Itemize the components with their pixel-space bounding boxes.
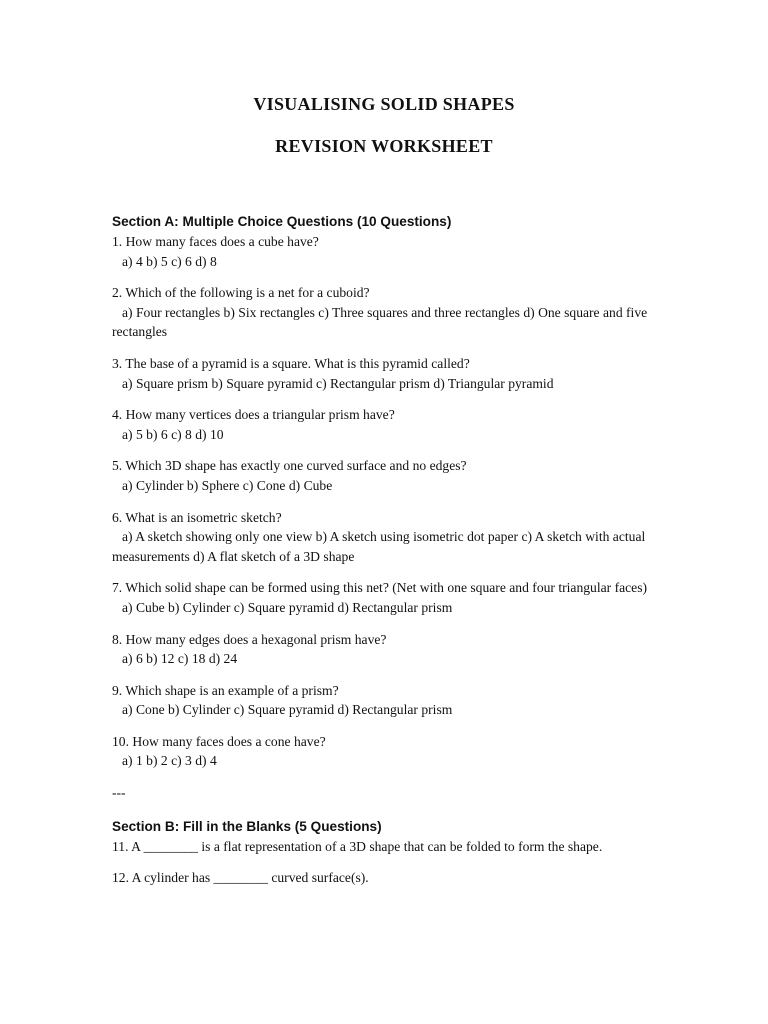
section-b	[112, 817, 660, 888]
question-text: 4. How many vertices does a triangular prism have?	[112, 407, 395, 423]
question-3	[112, 354, 660, 393]
question-text: 11. A ________ is a flat representation of a 3D shape that can be folded to form the shape.	[112, 838, 603, 854]
question-options: a) A sketch showing only one view b) A sketch using isometric dot paper c) A sketch with actual measurements d) A flat sketch of a 3D shape	[112, 529, 646, 564]
question-5	[112, 456, 660, 495]
question-text: 8. How many edges does a hexagonal prism have?	[112, 631, 387, 647]
section-a-heading: Section A: Multiple Choice Questions (10 Questions)	[112, 214, 452, 229]
question-options: a) Cone b) Cylinder c) Square pyramid d) Rectangular prism	[122, 702, 453, 718]
worksheet-content	[112, 212, 660, 900]
worksheet-subtitle: REVISION WORKSHEET	[275, 136, 493, 156]
question-8	[112, 630, 660, 669]
question-options: a) 1 b) 2 c) 3 d) 4	[122, 753, 217, 769]
question-options: a) 5 b) 6 c) 8 d) 10	[122, 426, 224, 442]
question-7	[112, 578, 660, 617]
question-options: a) 4 b) 5 c) 6 d) 8	[122, 253, 217, 269]
question-4	[112, 405, 660, 444]
question-text: 5. Which 3D shape has exactly one curved surface and no edges?	[112, 458, 467, 474]
section-b-heading: Section B: Fill in the Blanks (5 Questions)	[112, 818, 382, 834]
question-options: a) Cube b) Cylinder c) Square pyramid d) Rectangular prism	[122, 599, 453, 615]
question-6	[112, 508, 660, 567]
question-text: 9. Which shape is an example of a prism?	[112, 682, 339, 698]
section-separator: ---	[112, 785, 126, 801]
question-text: 7. Which solid shape can be formed using this net? (Net with one square and four triangular faces)	[112, 580, 648, 596]
question-text: 6. What is an isometric sketch?	[112, 509, 282, 525]
question-text: 1. How many faces does a cube have?	[112, 234, 319, 249]
question-options: a) Four rectangles b) Six rectangles c) Three squares and three rectangles d) One square and five rectangles	[112, 304, 648, 340]
question-text: 10. How many faces does a cone have?	[112, 733, 326, 749]
worksheet-title: VISUALISING SOLID SHAPES	[253, 94, 515, 114]
section-a	[112, 212, 660, 771]
question-10	[112, 732, 660, 771]
question-text: 12. A cylinder has ________ curved surface(s).	[112, 870, 369, 886]
question-9	[112, 681, 660, 720]
question-text: 2. Which of the following is a net for a cuboid?	[112, 285, 370, 301]
question-options: a) 6 b) 12 c) 18 d) 24	[122, 651, 238, 667]
question-options: a) Square prism b) Square pyramid c) Rectangular prism d) Triangular pyramid	[122, 375, 554, 391]
question-options: a) Cylinder b) Sphere c) Cone d) Cube	[122, 477, 333, 493]
question-11	[112, 837, 660, 857]
question-2	[112, 283, 660, 342]
question-text: 3. The base of a pyramid is a square. What is this pyramid called?	[112, 355, 470, 371]
question-12	[112, 868, 660, 888]
question-1	[112, 232, 660, 271]
